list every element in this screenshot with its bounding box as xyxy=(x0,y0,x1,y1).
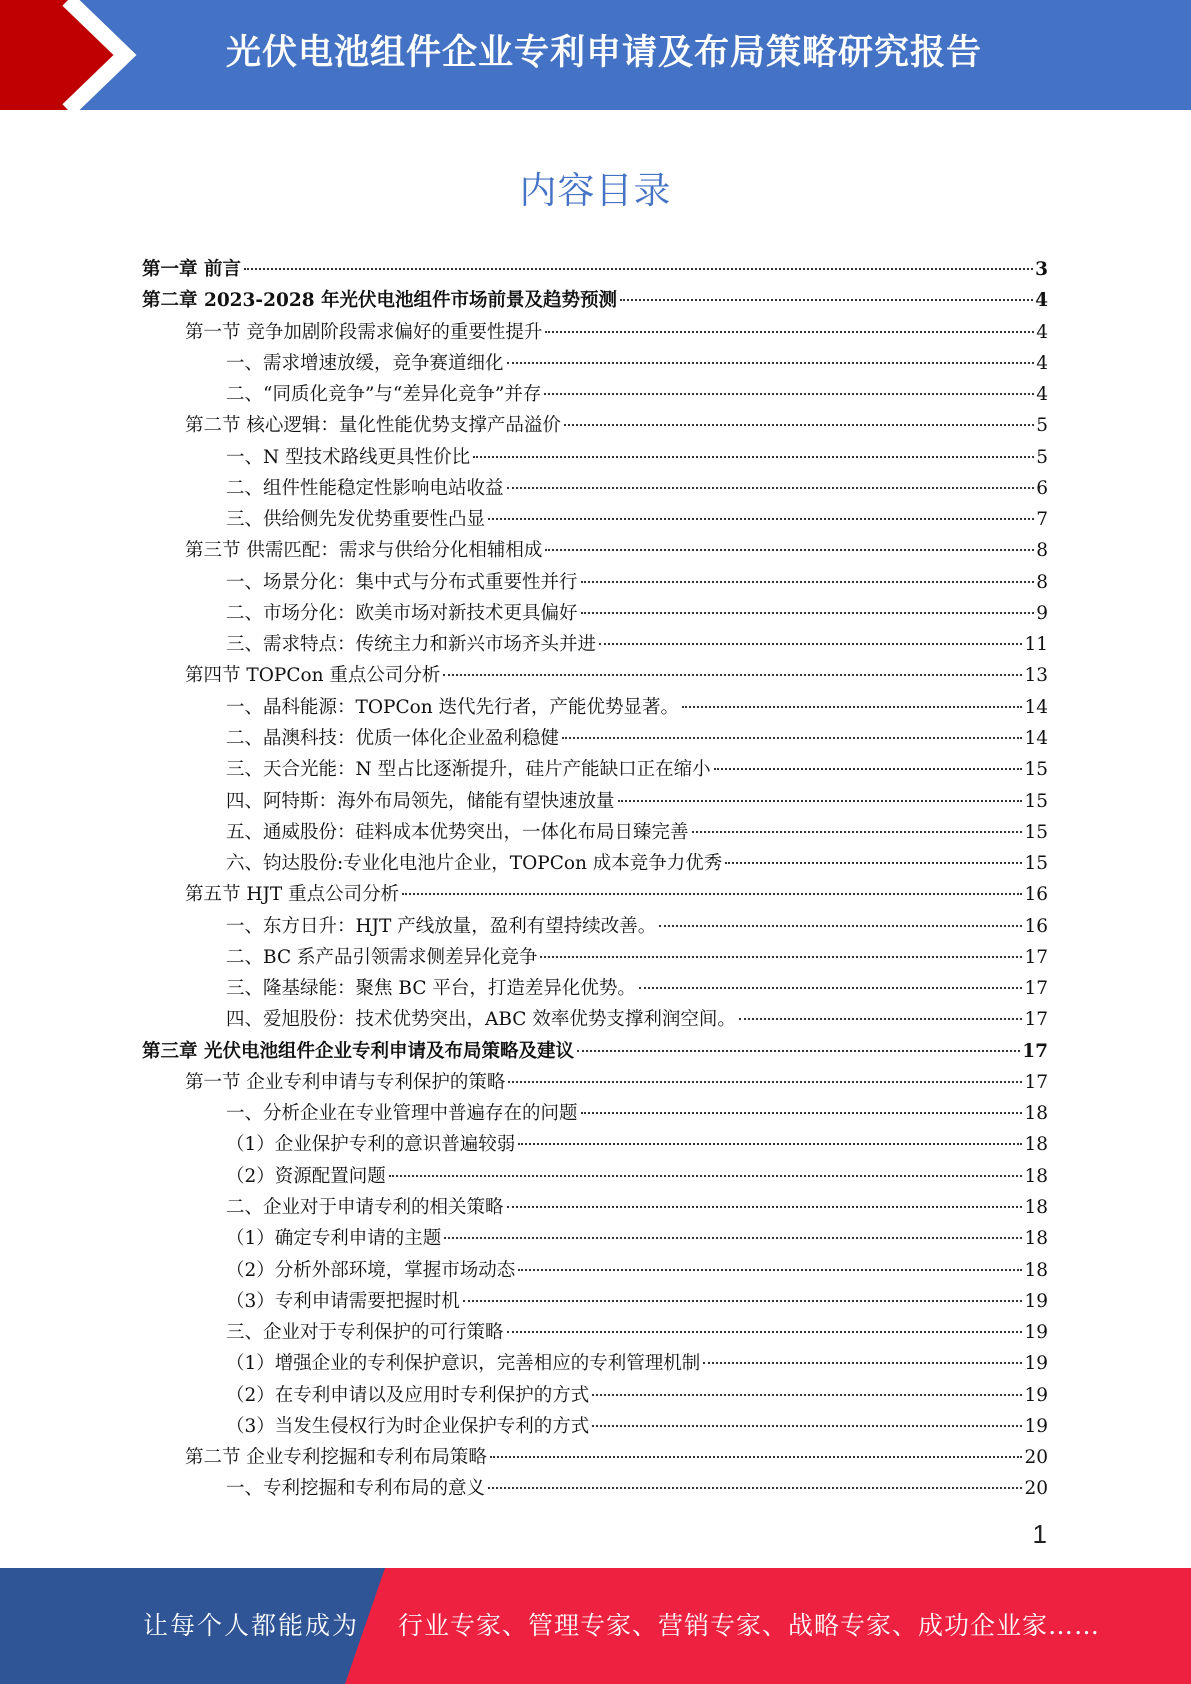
toc-page-number: 4 xyxy=(1036,352,1048,374)
toc-dot-leader xyxy=(739,1017,1023,1020)
toc-entry-title: 二、组件性能稳定性影响电站收益 xyxy=(226,477,504,499)
toc-entry-title: 第二节 核心逻辑：量化性能优势支撑产品溢价 xyxy=(185,415,561,437)
toc-entry-title: （1）确定专利申请的主题 xyxy=(226,1228,442,1250)
toc-page-number: 15 xyxy=(1024,759,1048,781)
toc-entry[interactable] xyxy=(142,1223,1048,1254)
toc-entry-title: 二、企业对于申请专利的相关策略 xyxy=(226,1196,504,1218)
toc-dot-leader xyxy=(540,955,1022,958)
toc-entry-title: 第一节 企业专利申请与专利保护的策略 xyxy=(185,1071,506,1093)
toc-entry-title: 一、需求增速放缓，竞争赛道细化 xyxy=(226,352,504,374)
toc-entry-title: 二、BC 系产品引领需求侧差异化竞争 xyxy=(226,946,538,968)
toc-dot-leader xyxy=(389,1174,1023,1177)
toc-entry-title: （3）专利申请需要把握时机 xyxy=(226,1290,460,1312)
toc-entry-title: 五、通威股份：硅料成本优势突出，一体化布局日臻完善 xyxy=(226,821,689,843)
toc-entry-title: 三、需求特点：传统主力和新兴市场齐头并进 xyxy=(226,634,597,656)
toc-dot-leader xyxy=(402,892,1022,895)
toc-entry[interactable] xyxy=(142,1255,1048,1286)
toc-dot-leader xyxy=(639,986,1023,989)
toc-dot-leader xyxy=(659,924,1022,927)
report-footer xyxy=(0,1568,1191,1684)
toc-entry-title: 第一章 前言 xyxy=(142,259,241,280)
toc-entry[interactable] xyxy=(142,723,1048,754)
toc-dot-leader xyxy=(692,830,1023,833)
toc-entry-title: （1）增强企业的专利保护意识，完善相应的专利管理机制 xyxy=(226,1353,701,1375)
toc-entry[interactable] xyxy=(142,629,1048,660)
toc-dot-leader xyxy=(463,1299,1023,1302)
toc-entry-title: 一、东方日升：HJT 产线放量，盈利有望持续改善。 xyxy=(226,915,657,937)
page-number: 1 xyxy=(1032,1519,1047,1549)
toc-page-number: 18 xyxy=(1024,1165,1048,1187)
toc-dot-leader xyxy=(473,455,1034,458)
toc-dot-leader xyxy=(599,642,1022,645)
toc-entry-title: 第二节 企业专利挖掘和专利布局策略 xyxy=(185,1447,487,1469)
toc-page-number: 13 xyxy=(1024,665,1048,687)
toc-page-number: 19 xyxy=(1024,1322,1048,1344)
toc-dot-leader xyxy=(592,1393,1022,1396)
toc-page-number: 19 xyxy=(1024,1353,1048,1375)
toc-entry[interactable] xyxy=(142,504,1048,535)
toc-dot-leader xyxy=(581,611,1035,614)
toc-page-number: 17 xyxy=(1024,946,1048,968)
toc-entry-title: 三、隆基绿能：聚焦 BC 平台，打造差异化优势。 xyxy=(226,978,636,1000)
toc-page-number: 14 xyxy=(1024,696,1048,718)
toc-dot-leader xyxy=(725,861,1022,864)
toc-page-number: 4 xyxy=(1036,321,1048,343)
toc-dot-leader xyxy=(577,1049,1020,1052)
toc-entry[interactable] xyxy=(142,911,1048,942)
toc-dot-leader xyxy=(488,517,1034,520)
toc-dot-leader xyxy=(507,1330,1023,1333)
toc-dot-leader xyxy=(545,330,1034,333)
toc-dot-leader xyxy=(490,1455,1023,1458)
toc-entry-title: 二、市场分化：欧美市场对新技术更具偏好 xyxy=(226,602,578,624)
footer-slogan-right: 行业专家、管理专家、营销专家、战略专家、成功企业家…… xyxy=(398,1611,1101,1640)
toc-entry-title: 四、爱旭股份：技术优势突出，ABC 效率优势支撑利润空间。 xyxy=(226,1009,736,1031)
toc-entry[interactable] xyxy=(142,410,1048,441)
toc-entry[interactable] xyxy=(142,1098,1048,1129)
toc-page-number: 17 xyxy=(1024,1071,1048,1093)
toc-entry[interactable] xyxy=(142,879,1048,910)
toc-dot-leader xyxy=(518,1142,1022,1145)
toc-dot-leader xyxy=(508,1080,1022,1083)
toc-entry-title: （3）当发生侵权行为时企业保护专利的方式 xyxy=(226,1415,590,1437)
toc-entry-title: 二、晶澳科技：优质一体化企业盈利稳健 xyxy=(226,727,560,749)
toc-page-number: 7 xyxy=(1036,509,1048,531)
toc-entry-title: 二、“同质化竞争”与“差异化竞争”并存 xyxy=(226,384,542,406)
toc-entry-title: （2）分析外部环境，掌握市场动态 xyxy=(226,1259,516,1281)
toc-entry[interactable] xyxy=(142,473,1048,504)
table-of-contents xyxy=(142,254,1048,1505)
toc-page-number: 8 xyxy=(1036,540,1048,562)
toc-heading: 内容目录 xyxy=(519,169,672,212)
toc-entry[interactable] xyxy=(142,1286,1048,1317)
toc-dot-leader xyxy=(507,1205,1023,1208)
toc-dot-leader xyxy=(507,486,1035,489)
toc-entry-title: 三、企业对于专利保护的可行策略 xyxy=(226,1322,504,1344)
toc-dot-leader xyxy=(620,298,1033,301)
toc-dot-leader xyxy=(714,767,1023,770)
toc-entry-title: 第二章 2023-2028 年光伏电池组件市场前景及趋势预测 xyxy=(142,290,618,312)
toc-entry[interactable] xyxy=(142,848,1048,879)
toc-entry[interactable] xyxy=(142,567,1048,598)
toc-page-number: 16 xyxy=(1024,915,1048,937)
toc-dot-leader xyxy=(618,799,1023,802)
toc-entry[interactable] xyxy=(142,1473,1048,1504)
report-title: 光伏电池组件企业专利申请及布局策略研究报告 xyxy=(226,33,983,73)
toc-entry[interactable] xyxy=(142,786,1048,817)
toc-entry[interactable] xyxy=(142,1442,1048,1473)
toc-page-number: 18 xyxy=(1024,1103,1048,1125)
toc-entry-title: 一、分析企业在专业管理中普遍存在的问题 xyxy=(226,1103,578,1125)
toc-page-number: 19 xyxy=(1024,1384,1048,1406)
toc-page-number: 11 xyxy=(1024,634,1048,656)
toc-entry-title: 三、天合光能：N 型占比逐渐提升，硅片产能缺口正在缩小 xyxy=(226,759,711,781)
toc-dot-leader xyxy=(443,673,1022,676)
toc-entry[interactable] xyxy=(142,442,1048,473)
toc-entry[interactable] xyxy=(142,942,1048,973)
toc-entry[interactable] xyxy=(142,754,1048,785)
toc-dot-leader xyxy=(581,1111,1023,1114)
toc-page-number: 17 xyxy=(1024,978,1048,1000)
toc-entry[interactable] xyxy=(142,817,1048,848)
toc-entry-title: 第三节 供需匹配：需求与供给分化相辅相成 xyxy=(185,540,543,562)
toc-dot-leader xyxy=(581,580,1035,583)
toc-dot-leader xyxy=(703,1361,1022,1364)
toc-page-number: 18 xyxy=(1024,1259,1048,1281)
toc-dot-leader xyxy=(244,267,1033,270)
toc-dot-leader xyxy=(488,1486,1022,1489)
toc-entry[interactable] xyxy=(142,1192,1048,1223)
toc-entry-title: 三、供给侧先发优势重要性凸显 xyxy=(226,509,486,531)
toc-entry-title: 一、场景分化：集中式与分布式重要性并行 xyxy=(226,571,578,593)
toc-entry[interactable] xyxy=(142,535,1048,566)
toc-entry[interactable] xyxy=(142,285,1048,316)
toc-page-number: 14 xyxy=(1024,727,1048,749)
toc-entry-title: 一、专利挖掘和专利布局的意义 xyxy=(226,1478,486,1500)
toc-page-number: 18 xyxy=(1024,1196,1048,1218)
toc-entry[interactable] xyxy=(142,598,1048,629)
toc-entry[interactable] xyxy=(142,660,1048,691)
toc-page-number: 18 xyxy=(1024,1134,1048,1156)
toc-entry[interactable] xyxy=(142,379,1048,410)
toc-entry-title: （2）资源配置问题 xyxy=(226,1165,386,1187)
toc-page-number: 9 xyxy=(1036,602,1048,624)
toc-page-number: 19 xyxy=(1024,1290,1048,1312)
toc-page-number: 15 xyxy=(1024,853,1048,875)
toc-entry[interactable] xyxy=(142,973,1048,1004)
toc-entry[interactable] xyxy=(142,1036,1048,1067)
toc-page-number: 15 xyxy=(1024,790,1048,812)
toc-page-number: 17 xyxy=(1024,1009,1048,1031)
report-header xyxy=(0,0,1191,110)
toc-page-number: 5 xyxy=(1036,415,1048,437)
toc-dot-leader xyxy=(518,1268,1022,1271)
toc-page-number: 4 xyxy=(1035,290,1048,312)
toc-entry-title: 第五节 HJT 重点公司分析 xyxy=(185,884,400,906)
toc-entry[interactable] xyxy=(142,692,1048,723)
toc-page-number: 8 xyxy=(1036,571,1048,593)
toc-dot-leader xyxy=(564,423,1034,426)
toc-entry-title: 第一节 竞争加剧阶段需求偏好的重要性提升 xyxy=(185,321,543,343)
toc-page-number: 15 xyxy=(1024,821,1048,843)
toc-page-number: 20 xyxy=(1024,1478,1048,1500)
toc-entry-title: 四、阿特斯：海外布局领先，储能有望快速放量 xyxy=(226,790,615,812)
toc-entry[interactable] xyxy=(142,1411,1048,1442)
toc-entry-title: 六、钧达股份:专业化电池片企业，TOPCon 成本竞争力优秀 xyxy=(226,853,723,875)
footer-slogan-left: 让每个人都能成为 xyxy=(143,1611,360,1640)
toc-page-number: 20 xyxy=(1024,1447,1048,1469)
toc-entry-title: （2）在专利申请以及应用时专利保护的方式 xyxy=(226,1384,590,1406)
toc-entry[interactable] xyxy=(142,254,1048,285)
toc-page-number: 3 xyxy=(1035,259,1048,280)
toc-entry[interactable] xyxy=(142,1067,1048,1098)
toc-page-number: 4 xyxy=(1036,384,1048,406)
toc-entry[interactable] xyxy=(142,317,1048,348)
toc-entry[interactable] xyxy=(142,1348,1048,1379)
toc-page-number: 16 xyxy=(1024,884,1048,906)
toc-entry[interactable] xyxy=(142,1161,1048,1192)
toc-dot-leader xyxy=(444,1236,1022,1239)
toc-entry-title: 一、N 型技术路线更具性价比 xyxy=(226,446,471,468)
toc-entry-title: （1）企业保护专利的意识普遍较弱 xyxy=(226,1134,516,1156)
toc-dot-leader xyxy=(544,392,1034,395)
toc-entry[interactable] xyxy=(142,1380,1048,1411)
toc-dot-leader xyxy=(562,736,1022,739)
toc-page-number: 5 xyxy=(1036,446,1048,468)
toc-dot-leader xyxy=(592,1424,1022,1427)
toc-page-number: 6 xyxy=(1036,477,1048,499)
toc-page-number: 19 xyxy=(1024,1415,1048,1437)
toc-entry-title: 一、晶科能源：TOPCon 迭代先行者，产能优势显著。 xyxy=(226,696,680,718)
toc-dot-leader xyxy=(507,361,1035,364)
toc-page-number: 18 xyxy=(1024,1228,1048,1250)
toc-entry[interactable] xyxy=(142,1004,1048,1035)
toc-entry-title: 第四节 TOPCon 重点公司分析 xyxy=(185,665,441,687)
toc-dot-leader xyxy=(682,705,1022,708)
toc-entry[interactable] xyxy=(142,1129,1048,1160)
toc-entry[interactable] xyxy=(142,348,1048,379)
toc-page-number: 17 xyxy=(1022,1040,1048,1062)
toc-entry-title: 第三章 光伏电池组件企业专利申请及布局策略及建议 xyxy=(142,1040,574,1062)
toc-entry[interactable] xyxy=(142,1317,1048,1348)
toc-dot-leader xyxy=(545,548,1034,551)
